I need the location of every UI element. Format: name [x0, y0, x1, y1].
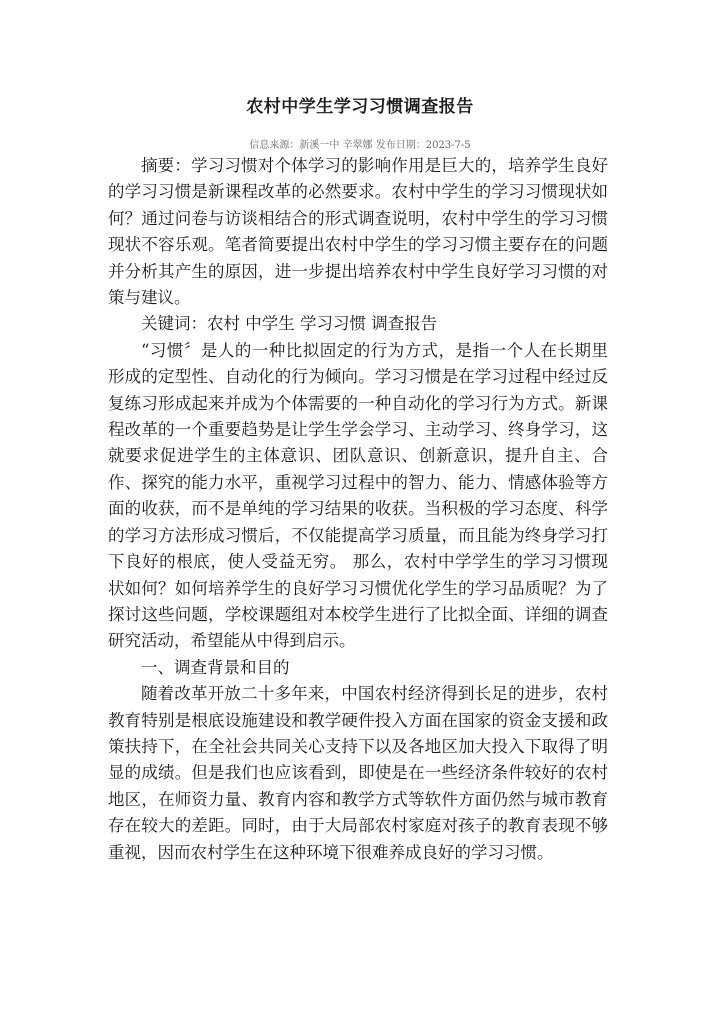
background-paragraph: 随着改革开放二十多年来，中国农村经济得到长足的进步，农村教育特别是根底设施建设和教学硬件投入方面在国家的资金支援和政策扶持下，在全社会共同关心支持下以及各地区加大投入下取得了明显的成绩。但是我们也应该看到，即使是在一些经济条件较好的农村地区，在师资力量、教育内容和教学方式等软件方面仍然与城市教育存在较大的差距。同时，由于大局部农村家庭对孩子的教育表现不够重视，因而农村学生在这种环境下很难养成良好的学习习惯。 — [108, 684, 608, 862]
keywords-paragraph: 关键词：农村 中学生 学习习惯 调查报告 — [141, 314, 438, 334]
document-meta: 信息来源：新溪一中 辛翠娜 发布日期：2023-7-5 — [249, 140, 471, 151]
document-title: 农村中学生学习习惯调查报告 — [246, 97, 474, 117]
section-heading: 一、调查背景和目的 — [141, 657, 290, 677]
abstract-paragraph: 摘要：学习习惯对个体学习的影响作用是巨大的，培养学生良好的学习习惯是新课程改革的必然要求。农村中学生的学习习惯现状如何？通过问卷与访谈相结合的形式调查说明，农村中学生的学习习惯现状不容乐观。笔者简要提出农村中学生的学习习惯主要存在的问题并分析其产生的原因，进一步提出培养农村中学生良好学习习惯的对策与建议。 — [108, 156, 608, 308]
document-body — [108, 153, 608, 866]
intro-paragraph: “习惯〞是人的一种比拟固定的行为方式，是指一个人在长期里形成的定型性、自动化的行为倾向。学习习惯是在学习过程中经过反复练习形成起来并成为个体需要的一种自动化的学习行为方式。新课程改革的一个重要趋势是让学生学会学习、主动学习、终身学习，这就要求促进学生的主体意识、团队意识、创新意识，提升自主、合作、探究的能力水平，重视学习过程中的智力、能力、情感体验等方面的收获，而不是单纯的学习结果的收获。当积极的学习态度、科学的学习方法形成习惯后，不仅能提高学习质量，而且能为终身学习打下良好的根底，使人受益无穷。 那么，农村中学学生的学习习惯现状如何？如何培养学生的良好学习习惯优化学生的学习品质呢？为了探讨这些问题，学校课题组对本校学生进行了比拟全面、详细的调查研究活动，希望能从中得到启示。 — [108, 340, 608, 651]
